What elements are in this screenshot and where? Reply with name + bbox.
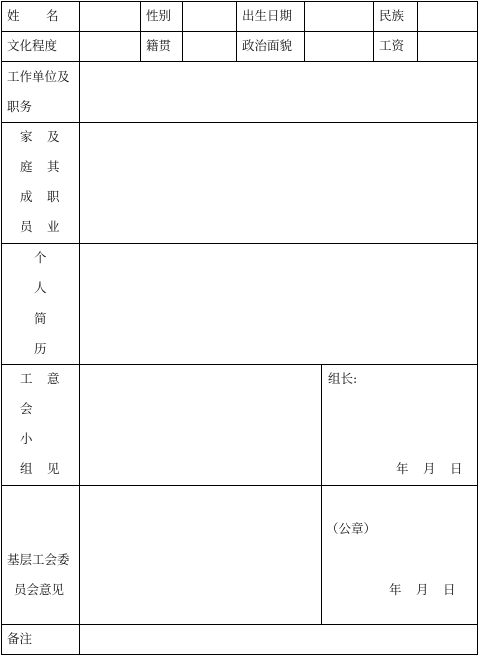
group-opinion-char2: 见: [47, 461, 60, 476]
family-label-col2-1: 及: [47, 129, 60, 144]
group-opinion-field[interactable]: [80, 365, 321, 485]
rule-left: [1, 1, 2, 655]
family-label-col1-4: 员: [20, 219, 33, 234]
group-date-day: 日: [450, 461, 463, 476]
name-field[interactable]: [80, 2, 140, 31]
rule-col-gender: [140, 1, 141, 62]
family-label-col2-4: 业: [47, 219, 60, 234]
group-date-month: 月: [423, 461, 436, 476]
group-label-char2: 会: [20, 401, 33, 416]
rule-bottom: [1, 654, 478, 655]
education-label: 文化程度: [7, 38, 58, 53]
resume-field[interactable]: [80, 244, 477, 364]
resume-label-char4: 历: [34, 341, 47, 356]
ethnicity-label: 民族: [379, 8, 405, 23]
remarks-field[interactable]: [80, 625, 477, 654]
resume-label-char1: 个: [34, 250, 47, 265]
committee-date-year: 年: [389, 582, 402, 597]
name-label-char2: 名: [46, 8, 59, 23]
rule-right: [477, 1, 478, 655]
rule-col-birth: [236, 1, 237, 62]
name-label-char1: 姓: [7, 8, 20, 23]
committee-opinion-field[interactable]: [80, 486, 321, 624]
work-unit-label-line2: 职务: [7, 99, 33, 114]
group-label-char1: 工: [20, 371, 33, 386]
family-label-col2-3: 职: [47, 189, 60, 204]
political-status-label: 政治面貌: [242, 38, 293, 53]
rule-row1: [1, 31, 478, 32]
resume-label-char3: 简: [34, 311, 47, 326]
family-label-col1-2: 庭: [20, 159, 33, 174]
remarks-label: 备注: [7, 631, 33, 646]
salary-label: 工资: [379, 38, 405, 53]
birth-date-label: 出生日期: [242, 8, 293, 23]
committee-date-day: 日: [443, 582, 456, 597]
salary-field[interactable]: [418, 32, 477, 61]
birth-date-field[interactable]: [305, 2, 373, 31]
official-seal-label: （公章）: [326, 521, 377, 536]
family-label-col2-2: 其: [47, 159, 60, 174]
committee-date-month: 月: [416, 582, 429, 597]
group-date-year: 年: [396, 461, 409, 476]
education-field[interactable]: [80, 32, 140, 61]
committee-label-line2: 员会意见: [14, 582, 65, 597]
rule-opinion-split: [321, 364, 322, 625]
rule-col-ethnic: [373, 1, 374, 62]
native-place-label: 籍贯: [146, 38, 172, 53]
committee-label-line1: 基层工会委: [7, 552, 70, 567]
ethnicity-field[interactable]: [418, 2, 477, 31]
political-status-field[interactable]: [305, 32, 373, 61]
rule-top: [1, 1, 478, 2]
work-unit-field[interactable]: [80, 62, 477, 122]
group-label-char3: 小: [20, 431, 33, 446]
group-opinion-char1: 意: [47, 371, 60, 386]
group-label-char4: 组: [20, 461, 33, 476]
family-label-col1-1: 家: [20, 129, 33, 144]
gender-label: 性别: [146, 8, 172, 23]
family-members-field[interactable]: [80, 123, 477, 243]
work-unit-label-line1: 工作单位及: [7, 69, 70, 84]
group-leader-label: 组长:: [328, 371, 358, 386]
family-label-col1-3: 成: [20, 189, 33, 204]
resume-label-char2: 人: [34, 280, 47, 295]
native-place-field[interactable]: [183, 32, 236, 61]
gender-field[interactable]: [183, 2, 236, 31]
